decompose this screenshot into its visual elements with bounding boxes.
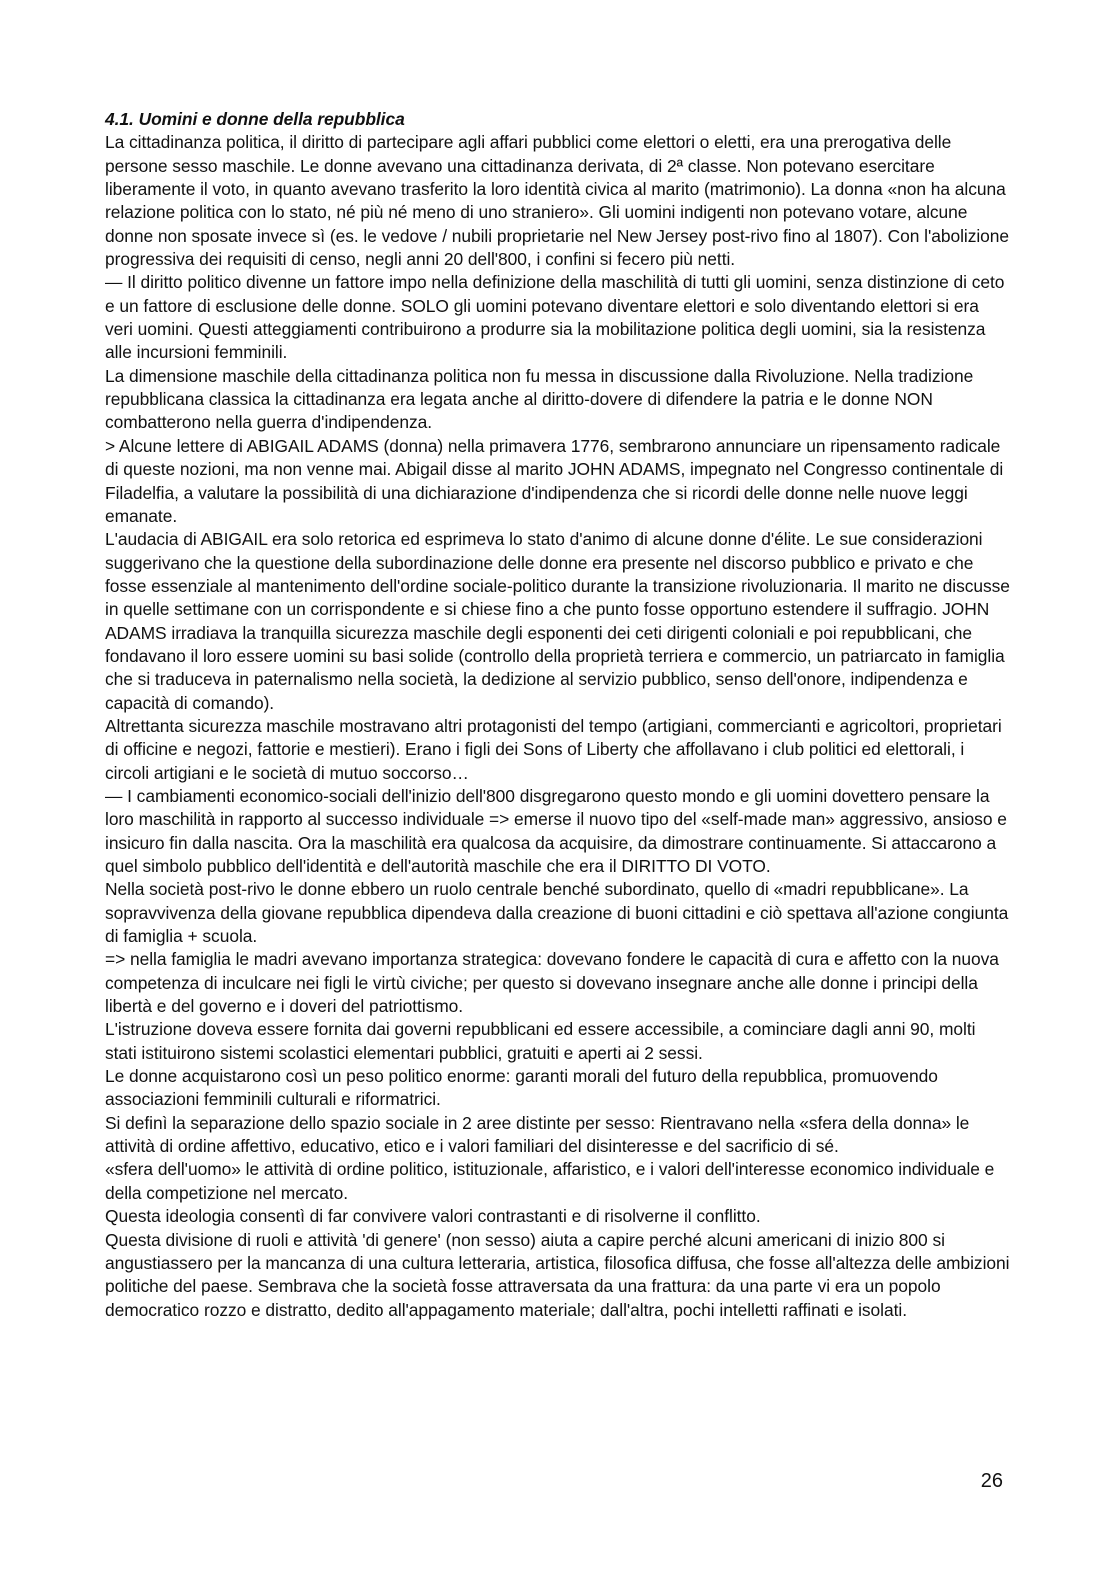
paragraph: Questa ideologia consentì di far convivere valori contrastanti e di risolverne il conflitto. xyxy=(105,1206,761,1227)
section-heading: 4.1. Uomini e donne della repubblica xyxy=(105,109,405,129)
paragraph: Le donne acquistarono così un peso politico enorme: garanti morali del futuro della repubblica, promuovendo associazioni femminili culturali e riformatrici. xyxy=(105,1066,938,1110)
paragraph: L'istruzione doveva essere fornita dai governi repubblicani ed essere accessibile, a cominciare dagli anni 90, molti stati istituirono sistemi scolastici elementari pubblici, gratuiti e aperti ai 2 sessi. xyxy=(105,1019,976,1063)
paragraph: La dimensione maschile della cittadinanza politica non fu messa in discussione dalla Rivoluzione. Nella tradizione repubblicana classica la cittadinanza era legata anche al diritto-dovere di difendere la patria e le donne NON combatterono nella guerra d'indipendenza. xyxy=(105,365,974,433)
paragraph: «sfera dell'uomo» le attività di ordine politico, istituzionale, affaristico, e i valori dell'interesse economico individuale e della competizione nel mercato. xyxy=(105,1159,995,1203)
page-body xyxy=(105,108,1010,1322)
page-number: 26 xyxy=(980,1470,1003,1492)
paragraph: Nella società post-rivo le donne ebbero un ruolo centrale benché subordinato, quello di «madri repubblicane». La sopravvivenza della giovane repubblica dipendeva dalla creazione di buoni cittadini e ciò spettava all'azione congiunta di famiglia + scuola. xyxy=(105,879,1009,947)
paragraph: > Alcune lettere di ABIGAIL ADAMS (donna) nella primavera 1776, sembrarono annunciare un ripensamento radicale di queste nozioni, ma non venne mai. Abigail disse al marito JOHN ADAMS, impegnato nel Congresso continentale di Filadelfia, a valutare la possibilità di una dichiarazione d'indipendenza che si ricordi delle donne nelle nuove leggi emanate. xyxy=(105,435,1004,526)
paragraph: Si definì la separazione dello spazio sociale in 2 aree distinte per sesso: Rientravano nella «sfera della donna» le attività di ordine affettivo, educativo, etico e i valori familiari del disinteresse e del sacrificio di sé. xyxy=(105,1112,970,1157)
paragraph: => nella famiglia le madri avevano importanza strategica: dovevano fondere le capacità di cura e affetto con la nuova competenza di inculcare nei figli le virtù civiche; per questo si dovevano insegnare anche alle donne i principi della libertà e del governo e i doveri del patriottismo. xyxy=(105,949,999,1017)
paragraph: — I cambiamenti economico-sociali dell'inizio dell'800 disgregarono questo mondo e gli uomini dovettero pensare la loro maschilità in rapporto al successo individuale => emerse il nuovo tipo del «self-made man» aggressivo, ansioso e insicuro fin dalla nascita. Ora la maschilità era qualcosa da acquisire, da dimostrare continuamente. Si attaccarono a quel simbolo pubblico dell'identità e dell'autorità maschile che era il DIRITTO DI VOTO. xyxy=(105,785,1007,876)
paragraph: Questa divisione di ruoli e attività 'di genere' (non sesso) aiuta a capire perché alcuni americani di inizio 800 si angustiassero per la mancanza di una cultura letteraria, artistica, filosofica diffusa, che fosse all'altezza delle ambizioni politiche del paese. Sembrava che la società fosse attraversata da una frattura: da una parte vi era un popolo democratico rozzo e distratto, dedito all'appagamento materiale; dall'altra, pochi intelletti raffinati e isolati. xyxy=(105,1229,1010,1320)
paragraph: L'audacia di ABIGAIL era solo retorica ed esprimeva lo stato d'animo di alcune donne d'élite. Le sue considerazioni suggerivano che la questione della subordinazione delle donne era presente nel discorso pubblico e privato e che fosse essenziale al mantenimento dell'ordine sociale-politico durante la transizione rivoluzionaria. Il marito ne discusse in quelle settimane con un corrispondente e si chiese fino a che punto fosse opportuno estendere il suffragio. JOHN ADAMS irradiava la tranquilla sicurezza maschile degli esponenti dei ceti dirigenti coloniali e poi repubblicani, che fondavano il loro essere uomini su basi solide (controllo della proprietà terriera e commercio, un patriarcato in famiglia che si traduceva in paternalismo nella società, la dedizione al servizio pubblico, senso dell'onore, indipendenza e capacità di comando). xyxy=(105,529,1010,713)
paragraph: Altrettanta sicurezza maschile mostravano altri protagonisti del tempo (artigiani, commercianti e agricoltori, proprietari di officine e negozi, fattorie e mestieri). Erano i figli dei Sons of Liberty che affollavano i club politici ed elettorali, i circoli artigiani e le società di mutuo soccorso… xyxy=(105,715,1002,783)
paragraph: La cittadinanza politica, il diritto di partecipare agli affari pubblici come elettori o eletti, era una prerogativa delle persone sesso maschile. Le donne avevano una cittadinanza derivata, di 2ª classe. Non potevano esercitare liberamente il voto, in quanto avevano trasferito la loro identità civica al marito (matrimonio). La donna «non ha alcuna relazione politica con lo stato, né più né meno di uno straniero». Gli uomini indigenti non potevano votare, alcune donne non sposate invece sì (es. le vedove / nubili proprietarie nel New Jersey post-rivo fino al 1807). Con l'abolizione progressiva dei requisiti di censo, negli anni 20 dell'800, i confini si fecero più netti. xyxy=(105,132,1010,270)
paragraph: — Il diritto politico divenne un fattore impo nella definizione della maschilità di tutti gli uomini, senza distinzione di ceto e un fattore di esclusione delle donne. SOLO gli uomini potevano diventare elettori e solo diventando elettori si era veri uomini. Questi atteggiamenti contribuirono a produrre sia la mobilitazione politica degli uomini, sia la resistenza alle incursioni femminili. xyxy=(105,272,1005,363)
